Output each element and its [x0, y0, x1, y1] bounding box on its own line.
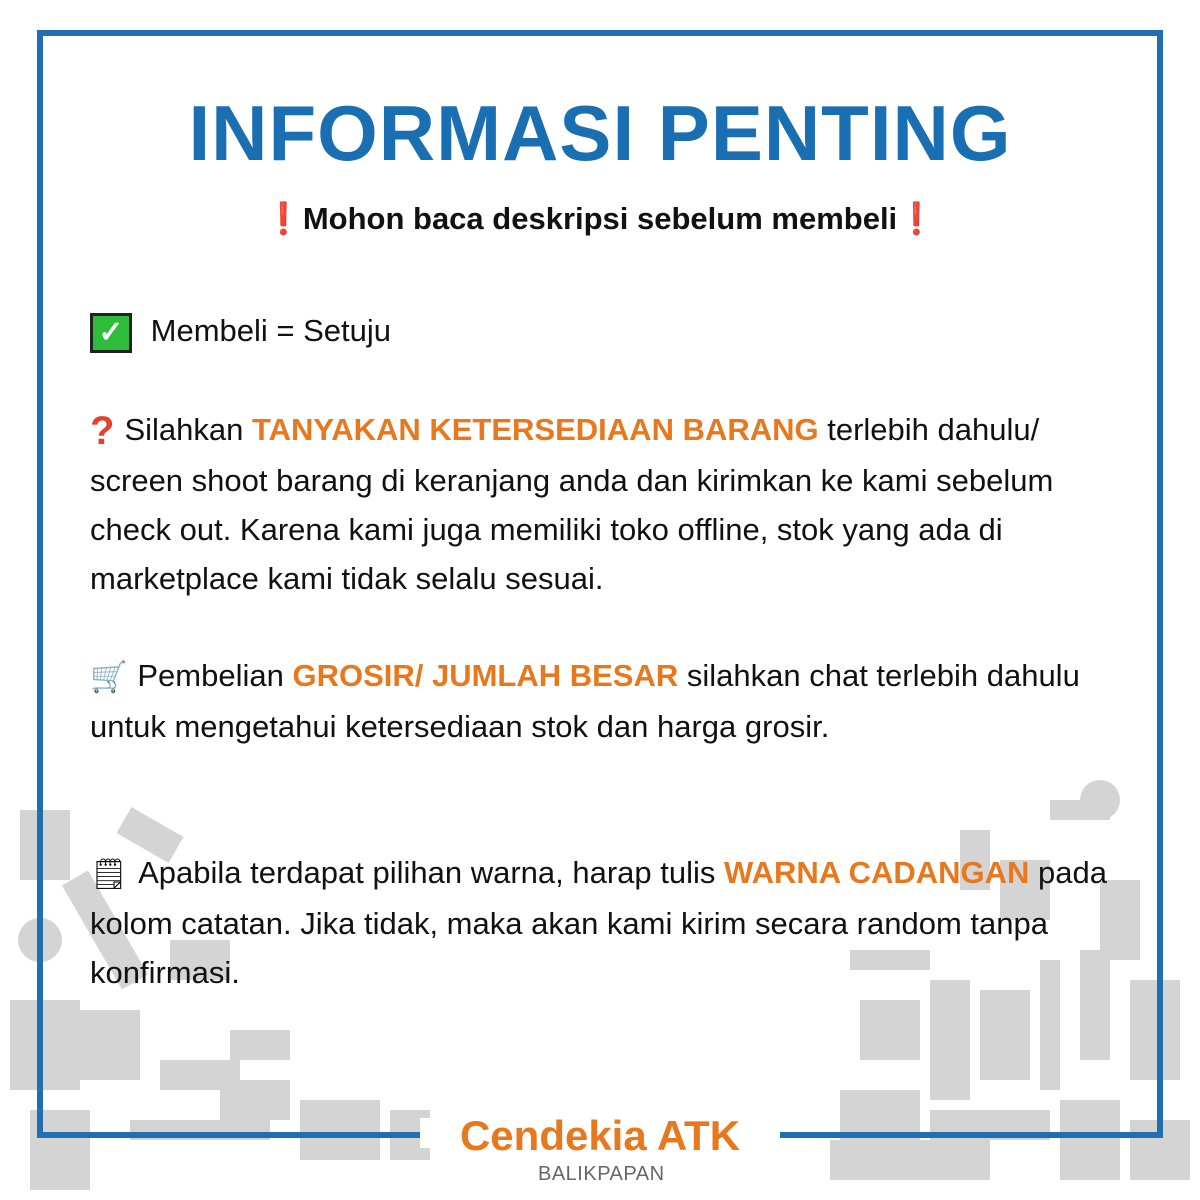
item-highlight: TANYAKAN KETERSEDIAAN BARANG [251, 412, 819, 447]
notepad-icon: 🗒 [90, 858, 129, 892]
item-text: pada kolom catatan. Jika tidak, maka akan kami kirim secara random tanpa konfirmasi. [90, 855, 1107, 991]
item-highlight: GROSIR/ JUMLAH BESAR [292, 658, 679, 693]
item-text: Pembelian [137, 658, 293, 693]
exclamation-icon: ❗ [264, 201, 303, 236]
page-title: INFORMASI PENTING [188, 89, 1012, 177]
info-item-agree [90, 306, 1120, 355]
subtitle-text: Mohon baca deskripsi sebelum membeli [302, 201, 898, 236]
item-text: terlebih dahulu/ screen shoot barang di keranjang anda dan kirimkan ke kami sebelum check out. Karena kami juga memiliki toko offline, stok yang ada di marketplace kami tidak selalu sesuai. [90, 412, 1054, 597]
brand-city: BALIKPAPAN [538, 1163, 665, 1185]
question-icon: ? [90, 409, 115, 454]
subtitle [0, 200, 1200, 237]
item-text: silahkan chat terlebih dahulu untuk mengetahui ketersediaan stok dan harga grosir. [90, 658, 1080, 745]
item-highlight: WARNA CADANGAN [724, 855, 1030, 890]
info-item-availability [90, 405, 1120, 603]
info-item-color [90, 848, 1120, 997]
item-text: Membeli = Setuju [150, 313, 391, 348]
check-icon: ✓ [90, 313, 132, 353]
brand-logo: Cendekia ATK [459, 1112, 741, 1159]
item-text: Silahkan [124, 412, 252, 447]
info-item-wholesale [90, 651, 1120, 751]
exclamation-icon: ❗ [897, 201, 936, 236]
cart-icon: 🛒 [90, 661, 128, 695]
item-text: Apabila terdapat pilihan warna, harap tulis [138, 855, 725, 890]
